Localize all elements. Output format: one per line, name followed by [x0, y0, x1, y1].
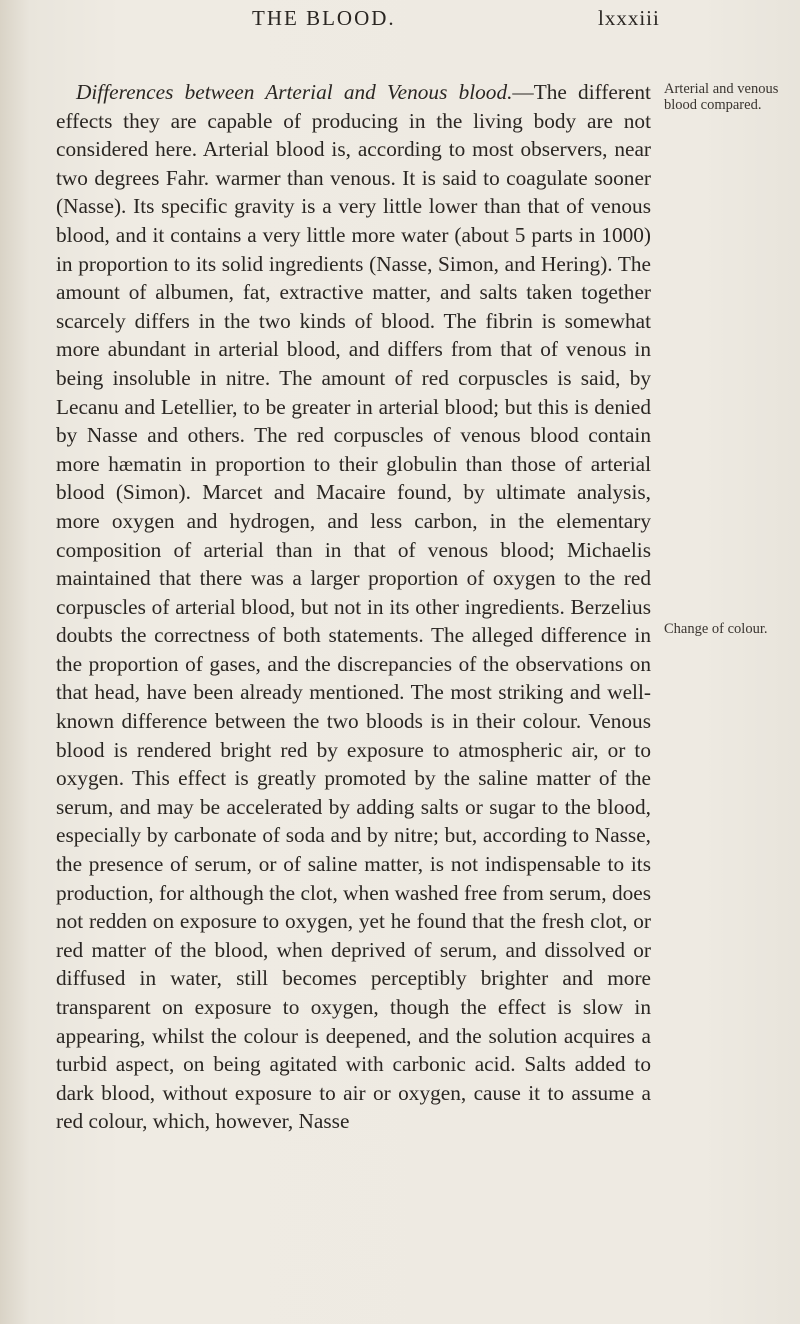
paragraph: [56, 78, 651, 1136]
margin-note-change-of-colour: Change of colour.: [664, 621, 768, 637]
running-title: THE BLOOD.: [252, 6, 396, 30]
paragraph-text: —The different effects they are capable of producing in the living body are not considered here. Arterial blood is, according to most observers, near two degrees Fahr. warmer than venous. It is said to coagulate sooner (Nasse). Its specific gravity is a very little lower than that of venous blood, and it contains a very little more water (about 5 parts in 1000) in proportion to its solid ingredients (Nasse, Simon, and Hering). The amount of albumen, fat, extractive matter, and salts taken together scarcely differs in the two kinds of blood. The fibrin is somewhat more abundant in arterial blood, and differs from that of venous in being insoluble in nitre. The amount of red corpuscles is said, by Lecanu and Letellier, to be greater in arterial blood; but this is denied by Nasse and others. The red corpuscles of venous blood contain more hæmatin in proportion to their globulin than those of arterial blood (Simon). Marcet and Macaire found, by ultimate analysis, more oxygen and hydrogen, and less carbon, in the elementary composition of arterial than in that of venous blood; Michaelis maintained that there was a larger proportion of oxygen to the red corpuscles of arterial blood, but not in its other ingredients. Berzelius doubts the correctness of both statements. The alleged difference in the proportion of gases, and the discrepancies of the observations on that head, have been already mentioned. The most striking and well-known difference between the two bloods is in their colour. Venous blood is rendered bright red by exposure to atmospheric air, or to oxygen. This effect is greatly promoted by the saline matter of the serum, and may be accelerated by adding salts or sugar to the blood, especially by carbonate of soda and by nitre; but, according to Nasse, the presence of serum, or of saline matter, is not indispensable to its production, for although the clot, when washed free from serum, does not redden on exposure to oxygen, yet he found that the fresh clot, or red matter of the blood, when deprived of serum, and dissolved or diffused in water, still becomes perceptibly brighter and more transparent on exposure to oxygen, though the effect is slow in appearing, whilst the colour is deepened, and the solution acquires a turbid aspect, on being agitated with carbonic acid. Salts added to dark blood, without exposure to air or oxygen, cause it to assume a red colour, which, however, Nasse: [56, 80, 651, 1134]
page-number: lxxxiii: [598, 6, 660, 30]
margin-note-arterial-venous: Arterial and venous blood compared.: [664, 81, 779, 113]
section-heading: Differences between Arterial and Venous blood.: [76, 80, 513, 104]
page-header: [0, 6, 800, 36]
body-text: [56, 78, 651, 1136]
